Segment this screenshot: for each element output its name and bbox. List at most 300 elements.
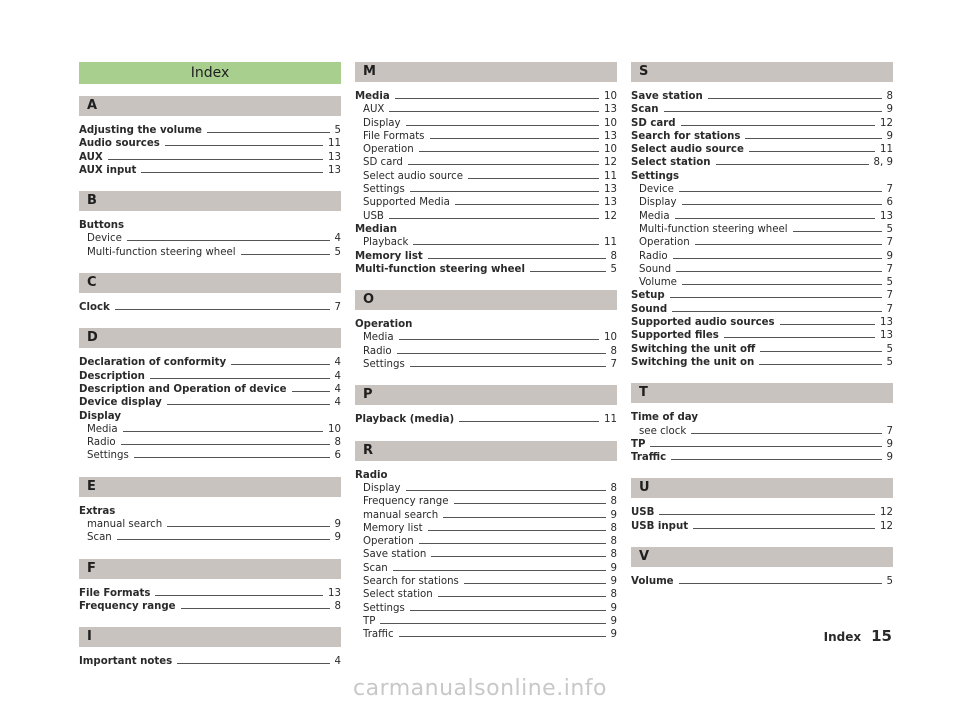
index-group-heading: Settings (631, 170, 680, 182)
index-entry (79, 137, 341, 150)
entry-page-number: 4 (334, 397, 341, 409)
index-entry (631, 103, 893, 116)
index-section-a (79, 96, 341, 177)
index-section-r (355, 441, 617, 642)
index-subentry (631, 425, 893, 438)
entry-label: Settings (363, 602, 405, 614)
index-section-o (355, 290, 617, 371)
entry-label: File Formats (363, 130, 425, 142)
section-letter: M (355, 62, 617, 82)
section-letter: P (355, 385, 617, 405)
page-footer (824, 627, 892, 645)
entry-page-number: 7 (886, 303, 893, 315)
entry-label: USB (631, 507, 655, 519)
entry-label: Media (87, 423, 118, 435)
index-entry (631, 520, 893, 533)
index-subentry (631, 250, 893, 263)
leader-line (454, 503, 606, 504)
leader-line (455, 204, 599, 205)
leader-line (724, 337, 875, 338)
entry-label: Device (87, 233, 122, 245)
leader-line (127, 240, 330, 241)
leader-line (459, 421, 599, 422)
index-entry (631, 90, 893, 103)
leader-line (167, 404, 330, 405)
leader-line (438, 596, 606, 597)
leader-line (380, 623, 605, 624)
index-entry (631, 316, 893, 329)
leader-line (406, 490, 606, 491)
section-letter: V (631, 547, 893, 567)
entry-label: Scan (87, 532, 112, 544)
index-entry (631, 143, 893, 156)
entry-label: SD card (631, 117, 676, 129)
index-entry (79, 124, 341, 137)
entry-label: Settings (363, 359, 405, 371)
entry-label: manual search (363, 509, 439, 521)
index-subentry (355, 358, 617, 371)
entry-page-number: 4 (334, 656, 341, 668)
entry-label: Settings (87, 450, 129, 462)
index-subentry (631, 236, 893, 249)
entry-label: Multi-function steering wheel (639, 223, 788, 235)
watermark: carmanualsonline.info (353, 676, 607, 701)
entry-label: AUX (363, 104, 385, 116)
entry-page-number: 12 (880, 117, 893, 129)
index-section-u (631, 478, 893, 533)
index-subentry (355, 482, 617, 495)
entry-page-number: 10 (604, 332, 617, 344)
entry-label: Frequency range (79, 600, 176, 612)
leader-line (681, 125, 875, 126)
leader-line (430, 138, 600, 139)
entry-page-number: 4 (334, 383, 341, 395)
leader-line (165, 145, 323, 146)
index-subentry (355, 562, 617, 575)
entry-label: TP (631, 438, 646, 450)
index-subentry (355, 170, 617, 183)
index-section-i (79, 627, 341, 668)
entry-label: Media (363, 332, 394, 344)
leader-line (428, 258, 606, 259)
leader-line (141, 172, 323, 173)
entry-page-number: 8 (610, 250, 617, 262)
index-entry (631, 130, 893, 143)
index-subentry (355, 143, 617, 156)
entry-page-number: 9 (610, 576, 617, 588)
entry-page-number: 13 (880, 210, 893, 222)
section-letter: A (79, 96, 341, 116)
entry-label: Setup (631, 290, 665, 302)
entry-page-number: 5 (610, 263, 617, 275)
leader-line (679, 191, 882, 192)
entry-page-number: 10 (604, 117, 617, 129)
entry-label: Media (639, 210, 670, 222)
entry-page-number: 7 (886, 263, 893, 275)
index-subentry (355, 130, 617, 143)
entry-label: SD card (363, 157, 403, 169)
index-subentry (355, 331, 617, 344)
leader-line (431, 556, 605, 557)
leader-line (410, 366, 606, 367)
index-section-f (79, 559, 341, 614)
entry-page-number: 5 (334, 125, 341, 136)
leader-line (115, 309, 330, 310)
entry-label: Operation (363, 536, 414, 548)
entry-label: Settings (363, 184, 405, 196)
index-subentry (631, 210, 893, 223)
entry-page-number: 8, 9 (873, 157, 893, 169)
index-subentry (631, 263, 893, 276)
index-group-heading: Extras (79, 505, 116, 517)
entry-label: Display (363, 117, 401, 129)
entry-label: Operation (363, 144, 414, 156)
leader-line (419, 151, 599, 152)
leader-line (530, 271, 606, 272)
page-number: 15 (871, 627, 892, 645)
entry-label: Select audio source (631, 144, 744, 156)
index-entry (79, 301, 341, 314)
entry-label: Radio (363, 345, 392, 357)
leader-line (780, 324, 875, 325)
index-subentry (355, 210, 617, 223)
entry-page-number: 4 (334, 233, 341, 245)
entry-page-number: 11 (328, 138, 341, 150)
entry-label: Supported files (631, 330, 719, 342)
entry-page-number: 7 (334, 302, 341, 314)
entry-page-number: 7 (886, 237, 893, 249)
index-section-t (631, 383, 893, 464)
index-entry (355, 250, 617, 263)
entry-label: Traffic (631, 452, 667, 464)
entry-page-number: 13 (604, 130, 617, 142)
leader-line (759, 364, 881, 365)
index-group-heading: Time of day (631, 412, 698, 424)
entry-label: Display (639, 197, 677, 209)
index-group-heading: Radio (355, 469, 388, 481)
leader-line (693, 528, 875, 529)
entry-label: USB (363, 210, 384, 222)
entry-page-number: 8 (610, 482, 617, 494)
leader-line (395, 98, 599, 99)
index-entry (631, 329, 893, 342)
entry-label: Traffic (363, 629, 394, 641)
entry-page-number: 12 (880, 507, 893, 519)
entry-page-number: 8 (610, 496, 617, 508)
index-subentry (355, 522, 617, 535)
leader-line (117, 539, 330, 540)
entry-page-number: 5 (886, 343, 893, 355)
entry-page-number: 9 (886, 130, 893, 142)
leader-line (408, 164, 599, 165)
leader-line (177, 663, 329, 664)
entry-label: Clock (79, 302, 110, 314)
index-group-heading: Median (355, 223, 397, 235)
entry-page-number: 11 (604, 170, 617, 182)
entry-page-number: 9 (334, 532, 341, 544)
entry-label: Important notes (79, 656, 173, 668)
entry-page-number: 11 (604, 237, 617, 249)
section-letter: O (355, 290, 617, 310)
entry-page-number: 13 (328, 587, 341, 599)
leader-line (708, 98, 882, 99)
leader-line (716, 164, 869, 165)
entry-page-number: 5 (886, 576, 893, 588)
entry-page-number: 10 (604, 144, 617, 156)
section-letter: B (79, 191, 341, 211)
index-subentry (79, 436, 341, 449)
entry-label: manual search (87, 519, 163, 531)
entry-label: Memory list (355, 250, 423, 262)
index-subentry (355, 196, 617, 209)
index-subentry (355, 183, 617, 196)
leader-line (389, 111, 599, 112)
section-letter: E (79, 477, 341, 497)
entry-page-number: 9 (610, 629, 617, 641)
entry-label: Radio (87, 437, 116, 449)
index-column-3 (631, 62, 893, 602)
entry-label: Select audio source (363, 170, 463, 182)
entry-label: Select station (363, 589, 433, 601)
leader-line (419, 543, 606, 544)
index-entry (631, 356, 893, 369)
entry-label: Supported audio sources (631, 317, 775, 329)
leader-line (134, 457, 330, 458)
section-letter: F (79, 559, 341, 579)
index-subentry (631, 223, 893, 236)
entry-page-number: 8 (334, 437, 341, 449)
leader-line (670, 297, 882, 298)
entry-page-number: 9 (610, 509, 617, 521)
entry-page-number: 8 (610, 589, 617, 601)
leader-line (691, 433, 881, 434)
entry-label: Sound (631, 303, 668, 315)
leader-line (123, 431, 323, 432)
entry-page-number: 5 (886, 223, 893, 235)
index-entry (355, 90, 617, 103)
index-subentry (355, 548, 617, 561)
entry-page-number: 7 (886, 425, 893, 437)
index-entry (631, 117, 893, 130)
leader-line (650, 446, 881, 447)
leader-line (231, 364, 329, 365)
index-subentry (355, 535, 617, 548)
leader-line (682, 284, 882, 285)
entry-page-number: 6 (334, 450, 341, 462)
leader-line (443, 517, 605, 518)
entry-page-number: 13 (880, 330, 893, 342)
index-subentry (79, 449, 341, 462)
entry-page-number: 9 (886, 452, 893, 464)
section-letter: C (79, 273, 341, 293)
entry-page-number: 7 (886, 184, 893, 196)
entry-label: Device (639, 184, 674, 196)
index-subentry (79, 531, 341, 544)
index-subentry (355, 575, 617, 588)
entry-label: Supported Media (363, 197, 450, 209)
entry-label: Save station (631, 91, 703, 102)
index-section-d (79, 328, 341, 462)
entry-label: Multi-function steering wheel (355, 263, 525, 275)
leader-line (676, 271, 881, 272)
index-group-heading: Buttons (79, 220, 125, 232)
leader-line (673, 258, 882, 259)
index-group-heading: Display (79, 410, 121, 422)
entry-page-number: 9 (886, 250, 893, 262)
leader-line (406, 125, 599, 126)
index-subentry (355, 602, 617, 615)
index-entry (355, 413, 617, 426)
entry-label: see clock (639, 425, 687, 437)
index-subentry (79, 246, 341, 259)
entry-page-number: 12 (604, 210, 617, 222)
entry-label: Declaration of conformity (79, 357, 227, 369)
entry-page-number: 13 (604, 104, 617, 116)
entry-label: AUX input (79, 164, 137, 176)
index-section-s (631, 62, 893, 369)
entry-label: Frequency range (363, 496, 449, 508)
index-group-heading: Operation (355, 319, 413, 331)
leader-line (468, 178, 599, 179)
section-letter: D (79, 328, 341, 348)
entry-label: Search for stations (363, 576, 459, 588)
index-column-2 (355, 62, 617, 656)
entry-page-number: 8 (886, 91, 893, 102)
entry-page-number: 9 (610, 602, 617, 614)
index-entry (631, 303, 893, 316)
entry-label: Volume (639, 277, 677, 289)
entry-label: Sound (639, 263, 672, 275)
index-entry (631, 289, 893, 302)
leader-line (664, 111, 882, 112)
entry-page-number: 13 (604, 197, 617, 209)
leader-line (207, 132, 330, 133)
entry-label: Scan (363, 562, 388, 574)
entry-page-number: 8 (610, 536, 617, 548)
index-subentry (79, 518, 341, 531)
entry-page-number: 4 (334, 370, 341, 382)
entry-label: Radio (639, 250, 668, 262)
entry-page-number: 7 (610, 359, 617, 371)
entry-label: Volume (631, 576, 674, 588)
leader-line (679, 583, 882, 584)
index-subentry (355, 345, 617, 358)
leader-line (659, 514, 875, 515)
entry-label: TP (363, 615, 376, 627)
section-letter: R (355, 441, 617, 461)
entry-page-number: 9 (334, 519, 341, 531)
index-subentry (355, 117, 617, 130)
leader-line (682, 204, 882, 205)
entry-page-number: 9 (886, 438, 893, 450)
index-subentry (79, 232, 341, 245)
entry-page-number: 8 (610, 522, 617, 534)
index-section-e (79, 477, 341, 545)
index-entry (631, 506, 893, 519)
leader-line (672, 311, 881, 312)
index-entry (631, 575, 893, 588)
index-entry (79, 383, 341, 396)
index-subentry (355, 103, 617, 116)
entry-page-number: 11 (604, 414, 617, 426)
leader-line (241, 254, 330, 255)
entry-label: Memory list (363, 522, 423, 534)
entry-label: Switching the unit off (631, 343, 756, 355)
index-entry (79, 151, 341, 164)
entry-label: File Formats (79, 587, 151, 599)
entry-page-number: 13 (328, 151, 341, 163)
leader-line (397, 353, 606, 354)
index-section-b (79, 191, 341, 259)
index-section-p (355, 385, 617, 426)
leader-line (150, 378, 330, 379)
entry-page-number: 9 (886, 104, 893, 116)
entry-page-number: 13 (604, 184, 617, 196)
entry-page-number: 4 (334, 357, 341, 369)
footer-label: Index (823, 630, 862, 644)
entry-page-number: 8 (610, 549, 617, 561)
entry-label: AUX (79, 151, 103, 163)
entry-label: Save station (363, 549, 427, 561)
leader-line (155, 595, 323, 596)
index-subentry (355, 615, 617, 628)
entry-page-number: 13 (328, 164, 341, 176)
index-subentry (631, 196, 893, 209)
leader-line (793, 231, 882, 232)
index-entry (79, 164, 341, 177)
entry-label: Playback (363, 237, 409, 249)
index-entry (79, 600, 341, 613)
index-subentry (631, 276, 893, 289)
entry-page-number: 11 (880, 144, 893, 156)
leader-line (167, 526, 329, 527)
index-entry (79, 396, 341, 409)
index-entry (631, 451, 893, 464)
index-entry (631, 343, 893, 356)
entry-page-number: 5 (334, 246, 341, 258)
entry-page-number: 13 (880, 317, 893, 329)
entry-label: Display (363, 482, 401, 494)
entry-page-number: 12 (604, 157, 617, 169)
entry-label: USB input (631, 520, 689, 532)
leader-line (389, 218, 599, 219)
index-entry (79, 356, 341, 369)
leader-line (695, 244, 882, 245)
index-entry (79, 587, 341, 600)
leader-line (399, 339, 599, 340)
leader-line (428, 530, 606, 531)
leader-line (675, 218, 875, 219)
index-entry (631, 156, 893, 169)
entry-label: Search for stations (631, 130, 741, 142)
index-section-c (79, 273, 341, 314)
leader-line (464, 583, 606, 584)
index-subentry (631, 183, 893, 196)
index-section-m (355, 62, 617, 276)
entry-page-number: 6 (886, 197, 893, 209)
section-letter: I (79, 627, 341, 647)
leader-line (749, 151, 875, 152)
entry-label: Media (355, 91, 390, 102)
section-letter: T (631, 383, 893, 403)
entry-label: Switching the unit on (631, 356, 755, 368)
entry-label: Device display (79, 397, 162, 409)
index-subentry (355, 156, 617, 169)
section-letter: S (631, 62, 893, 82)
entry-label: Description (79, 370, 145, 382)
entry-label: Audio sources (79, 138, 160, 150)
entry-page-number: 12 (880, 520, 893, 532)
